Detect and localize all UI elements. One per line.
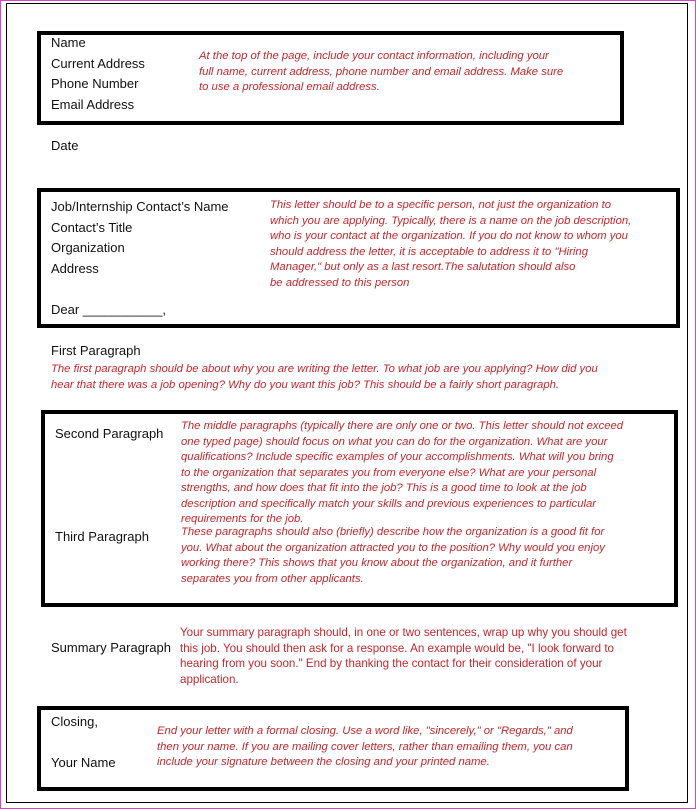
middle-note-line: requirements for the job.: [181, 513, 304, 525]
organization-label: Organization: [51, 240, 125, 255]
middle-note-line: These paragraphs should also (briefly) describe how the organization is a good fit for: [181, 526, 605, 538]
recipient-note-line: This letter should be to a specific person, not just the organization to: [270, 199, 611, 211]
first-paragraph-note-line: hear that there was a job opening? Why do you want this job? This should be a fairly short paragraph.: [51, 378, 560, 391]
closing-note-line: End your letter with a formal closing. Use a word like, "sincerely," or "Regards," and: [157, 725, 573, 737]
closing-instructions: [157, 724, 573, 771]
address-label: Address: [51, 260, 99, 276]
contact-instructions: [199, 49, 563, 96]
first-paragraph-label: First Paragraph: [51, 343, 141, 358]
middle-note-line: separates you from other applicants.: [181, 572, 364, 585]
middle-note-line: to the organization that separates you from everyone else? What are your personal: [181, 466, 597, 479]
email-address-label: Email Address: [51, 96, 135, 112]
recipient-note-line: which you are applying. Typically, there is a name on the job description,: [270, 214, 632, 227]
middle-note-line: The middle paragraphs (typically there are only one or two. This letter should not exceed: [181, 420, 624, 432]
summary-instructions: [180, 625, 627, 687]
phone-number-label: Phone Number: [51, 76, 139, 91]
contact-labels: [51, 33, 145, 115]
contact-note-line: At the top of the page, include your contact information, including your: [199, 50, 549, 62]
summary-note-line: this job. You should then ask for a response. An example would be, "I look forward to: [180, 641, 614, 655]
recipient-note-line: be addressed to this person: [270, 276, 410, 289]
recipient-note-line: Manager," but only as a last resort.The salutation should also: [270, 261, 576, 273]
third-paragraph-instructions: [181, 525, 605, 587]
closing-note-line: then your name. If you are mailing cover letters, rather than emailing them, you can: [157, 740, 573, 753]
summary-paragraph-label: Summary Paragraph: [51, 640, 171, 655]
middle-note-line: you. What about the organization attracted you to the position? Why would you enjoy: [181, 541, 605, 554]
summary-note-line: application.: [180, 672, 239, 686]
recipient-labels: [51, 197, 229, 279]
your-name-label: Your Name: [51, 755, 116, 770]
name-label: Name: [51, 35, 86, 50]
closing-label: Closing,: [51, 714, 98, 729]
recipient-instructions: [270, 198, 631, 291]
salutation-label: Dear ___________,: [51, 302, 166, 317]
contact-note-line: to use a professional email address.: [199, 81, 380, 93]
current-address-label: Current Address: [51, 55, 145, 71]
middle-note-line: one typed page) should focus on what you can do for the organization. What are your: [181, 435, 608, 448]
contact-name-label: Job/Internship Contact’s Name: [51, 199, 229, 214]
first-paragraph-instructions: [51, 362, 598, 393]
middle-note-line: qualifications? Include specific examples of your accomplishments. What will you bring: [181, 451, 614, 463]
recipient-note-line: who is your contact at the organization. If you do not know to whom you: [270, 230, 628, 242]
contact-note-line: full name, current address, phone number and email address. Make sure: [199, 65, 564, 78]
contact-title-label: Contact’s Title: [51, 219, 133, 235]
first-paragraph-note-line: The first paragraph should be about why you are writing the letter. To what job are you applying? How did you: [51, 363, 598, 375]
middle-note-line: description and specifically match your skills and previous experiences to particular: [181, 497, 597, 510]
middle-note-line: strengths, and how does that fit into the job? This is a good time to look at the job: [181, 482, 587, 494]
second-paragraph-label: Second Paragraph: [55, 426, 164, 441]
middle-note-line: working there? This shows that you know about the organization, and it further: [181, 557, 573, 569]
recipient-note-line: should address the letter, it is acceptable to address it to "Hiring: [270, 245, 588, 258]
summary-note-line: hearing from you soon." End by thanking the contact for their consideration of your: [180, 657, 603, 670]
summary-note-line: Your summary paragraph should, in one or two sentences, wrap up why you should get: [180, 626, 627, 639]
third-paragraph-label: Third Paragraph: [55, 529, 149, 544]
date-label: Date: [51, 138, 79, 153]
closing-note-line: include your signature between the closing and your printed name.: [157, 756, 490, 768]
second-paragraph-instructions: [181, 419, 623, 528]
